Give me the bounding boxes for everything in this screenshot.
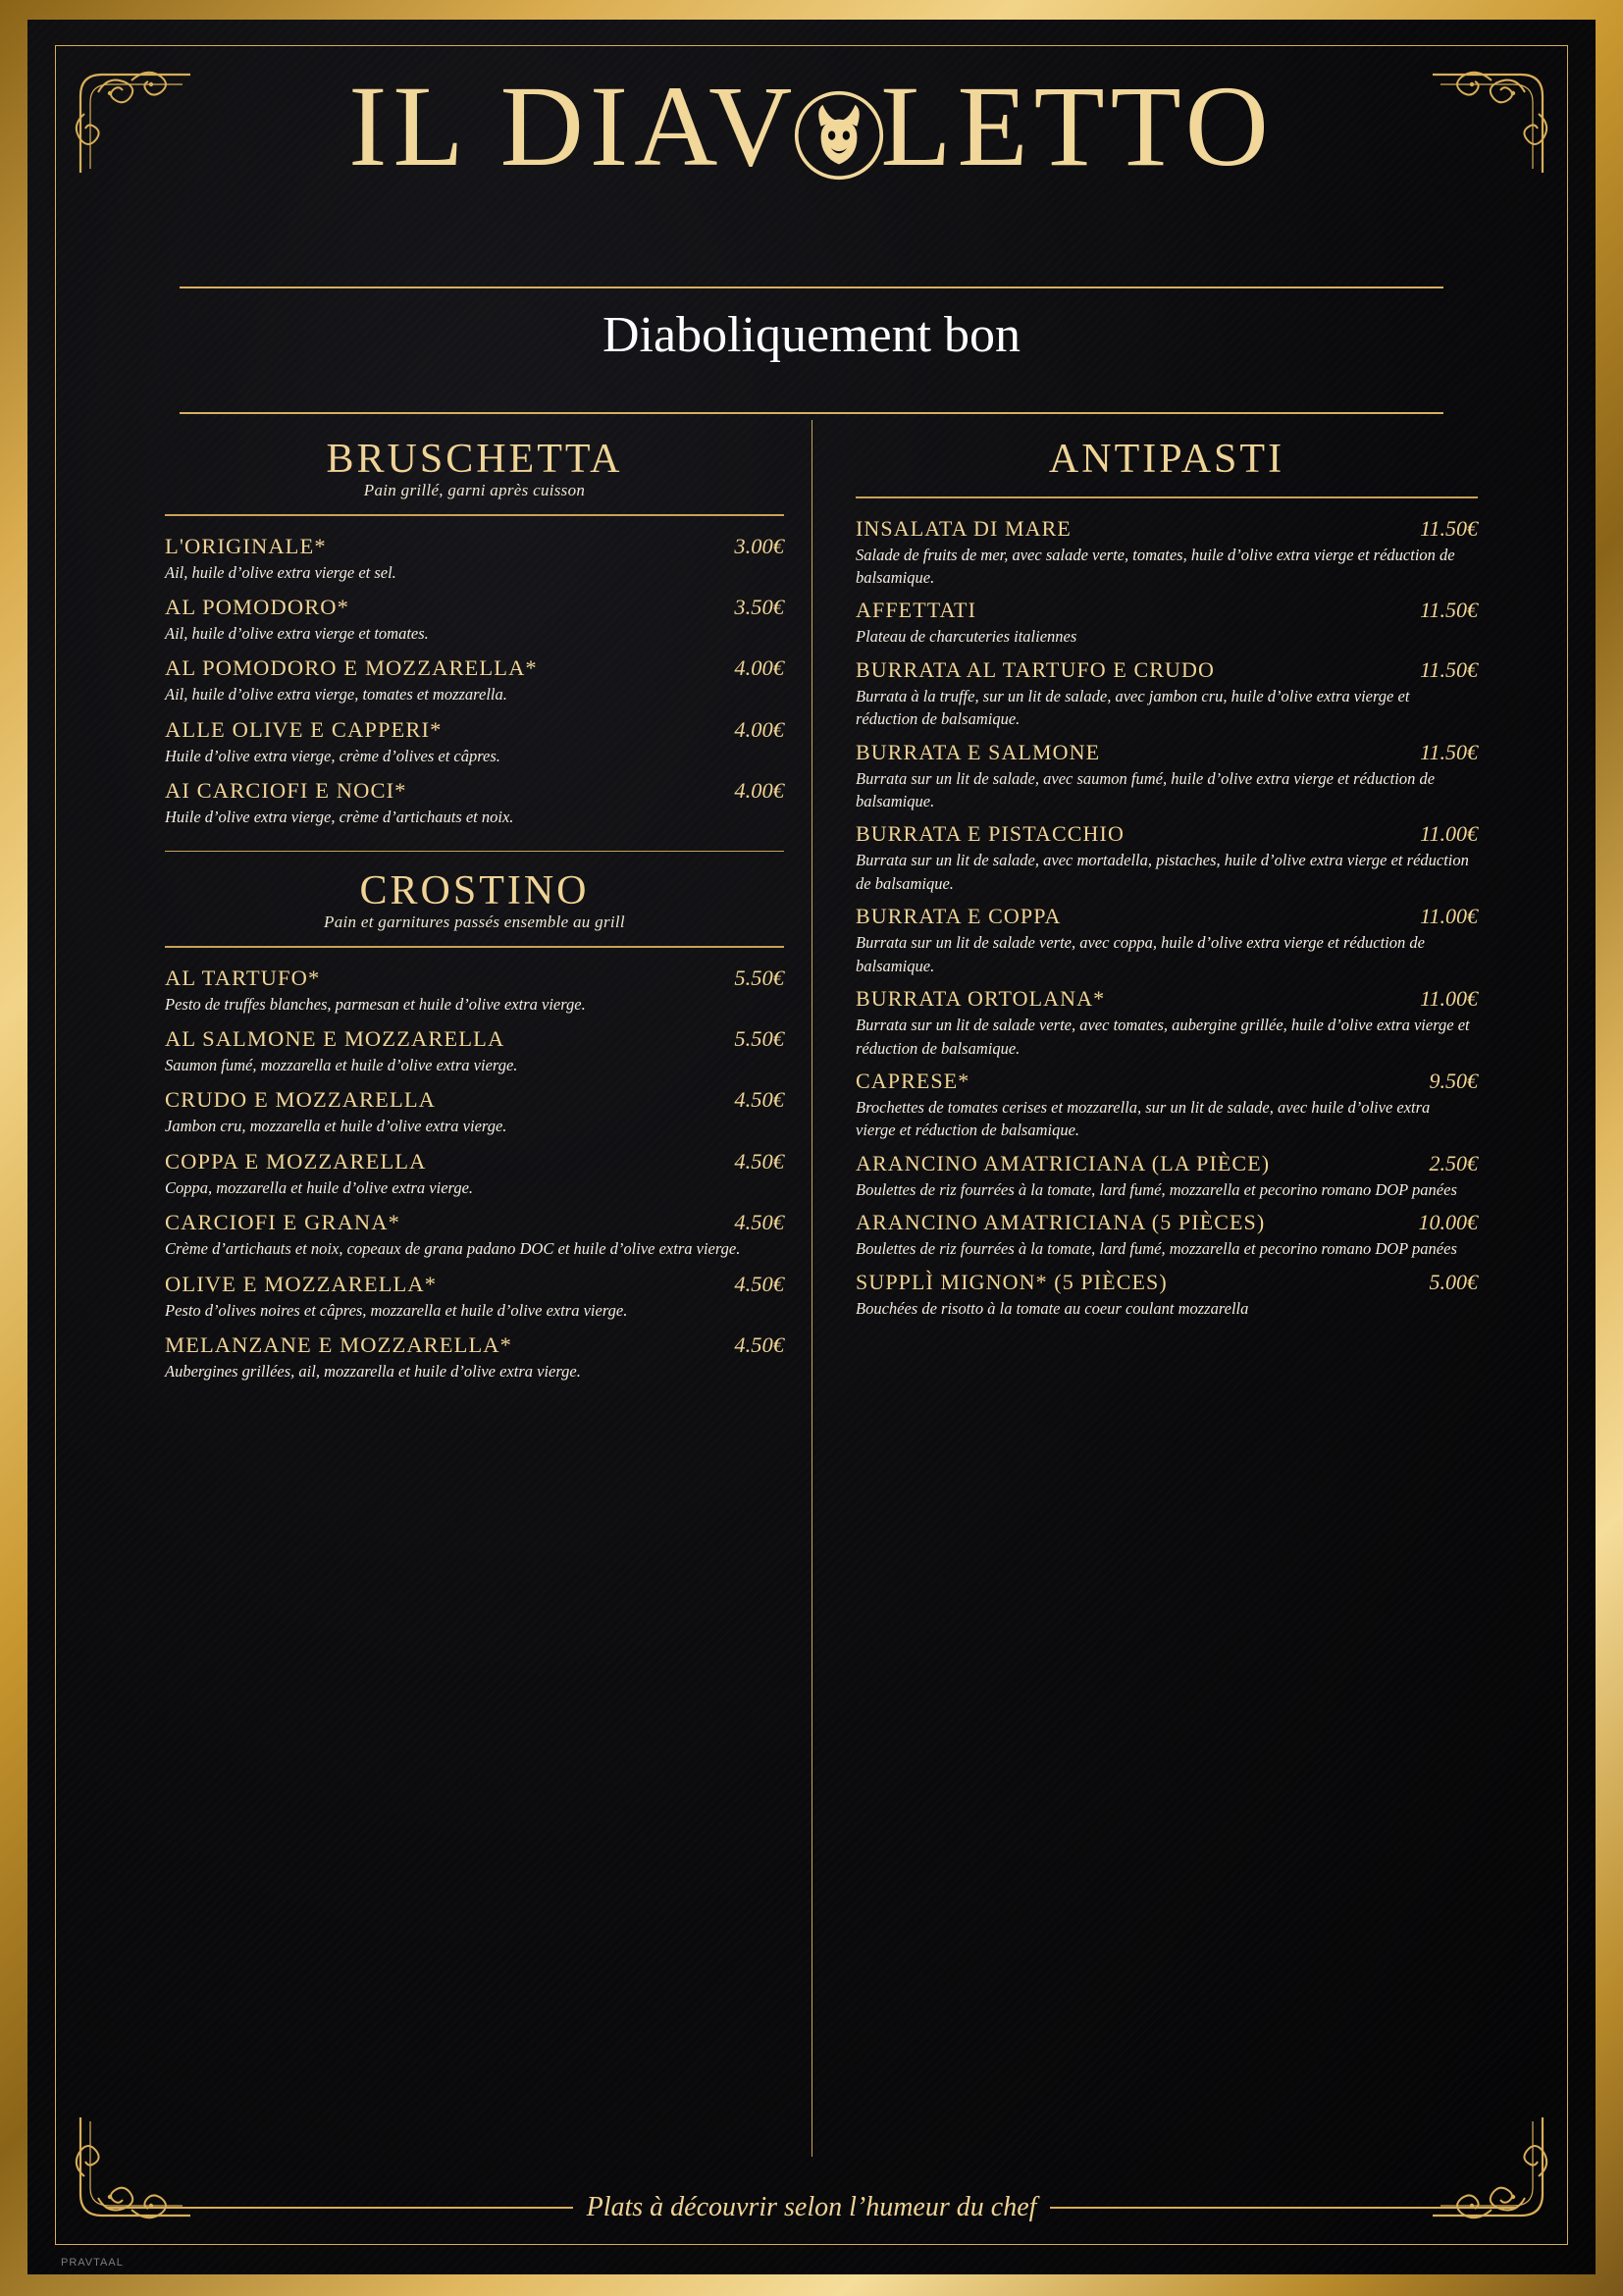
menu-item — [165, 1026, 784, 1076]
item-name: BURRATA E COPPA — [856, 904, 1062, 929]
section-title: CROSTINO — [359, 868, 590, 914]
footer-text: Plats à découvrir selon l’humeur du chef — [586, 2192, 1037, 2222]
watermark: PRAVTAAL — [61, 2257, 124, 2269]
menu-item — [856, 1210, 1478, 1260]
item-description: Ail, huile d’olive extra vierge, tomates et mozzarella. — [165, 685, 507, 704]
item-name: INSALATA DI MARE — [856, 515, 1072, 541]
item-description: Bouchées de risotto à la tomate au coeur coulant mozzarella — [856, 1298, 1249, 1318]
menu-item — [856, 821, 1478, 895]
section-items — [165, 965, 784, 1383]
item-name: AL TARTUFO* — [165, 965, 321, 990]
divider-top — [180, 287, 1443, 288]
item-name: AL POMODORO* — [165, 594, 350, 619]
section-title: ANTIPASTI — [1048, 437, 1285, 482]
item-name: MELANZANE E MOZZARELLA* — [165, 1332, 512, 1358]
section-items — [856, 516, 1478, 1321]
item-description: Ail, huile d’olive extra vierge et tomates. — [165, 623, 429, 643]
item-name: AL SALMONE E MOZZARELLA — [165, 1026, 505, 1052]
restaurant-title — [348, 62, 1275, 190]
menu-item — [165, 1272, 784, 1322]
menu-item — [165, 1149, 784, 1199]
menu-item — [856, 1270, 1478, 1320]
item-description: Ail, huile d’olive extra vierge et sel. — [165, 562, 396, 582]
item-price: 11.50€ — [1420, 598, 1478, 623]
item-price: 2.50€ — [1429, 1150, 1478, 1175]
item-price: 5.50€ — [734, 1026, 784, 1052]
item-description: Plateau de charcuteries italiennes — [856, 627, 1077, 647]
menu-item — [165, 1210, 784, 1260]
item-price: 11.50€ — [1420, 656, 1478, 682]
item-description: Brochettes de tomates cerises et mozzarella, sur un lit de salade, avec huile d’olive extra vierge et réduction de balsamique. — [856, 1097, 1431, 1140]
item-description: Boulettes de riz fourrées à la tomate, lard fumé, mozzarella et pecorino romano DOP panées — [856, 1179, 1457, 1199]
item-description: Salade de fruits de mer, avec salade verte, tomates, huile d’olive extra vierge et réduction de balsamique. — [856, 545, 1455, 587]
footer-line-right — [1050, 2207, 1517, 2209]
item-description: Burrata sur un lit de salade, avec mortadella, pistaches, huile d’olive extra vierge et réduction de balsamique. — [856, 851, 1469, 893]
item-name: AFFETTATI — [856, 598, 977, 623]
right-column — [812, 420, 1537, 2157]
menu-item — [856, 904, 1478, 977]
item-name: BURRATA ORTOLANA* — [856, 986, 1106, 1012]
footer-line-left — [106, 2207, 573, 2209]
item-description: Jambon cru, mozzarella et huile d’olive extra vierge. — [165, 1117, 507, 1136]
item-price: 11.50€ — [1420, 515, 1478, 541]
title-text-right: LETTO — [880, 62, 1275, 190]
menu-item — [165, 595, 784, 645]
section-divider — [856, 496, 1478, 498]
menu-item — [165, 778, 784, 828]
section-title: BRUSCHETTA — [326, 437, 623, 482]
title-text-left: IL DIAV — [348, 62, 799, 190]
item-description: Saumon fumé, mozzarella et huile d’olive extra vierge. — [165, 1056, 518, 1075]
devil-face-icon — [794, 90, 884, 181]
item-description: Pesto d’olives noires et câpres, mozzarella et huile d’olive extra vierge. — [165, 1300, 628, 1320]
section-subtitle: Pain grillé, garni après cuisson — [363, 481, 586, 499]
menu-subtitle: Diaboliquement bon — [602, 307, 1021, 363]
section-divider — [165, 946, 784, 948]
item-name: SUPPLÌ MIGNON* (5 PIÈCES) — [856, 1269, 1168, 1294]
item-price: 3.50€ — [734, 594, 784, 619]
item-price: 9.50€ — [1429, 1068, 1478, 1093]
item-name: BURRATA E PISTACCHIO — [856, 821, 1125, 847]
item-name: ARANCINO AMATRICIANA (5 PIÈCES) — [856, 1210, 1266, 1235]
menu-item — [856, 1069, 1478, 1142]
left-column — [86, 420, 812, 2157]
item-description: Boulettes de riz fourrées à la tomate, lard fumé, mozzarella et pecorino romano DOP panées — [856, 1239, 1457, 1259]
menu-item — [165, 965, 784, 1016]
section-items — [165, 534, 784, 829]
item-price: 3.00€ — [734, 533, 784, 558]
item-price: 11.00€ — [1420, 821, 1478, 847]
item-description: Coppa, mozzarella et huile d’olive extra vierge. — [165, 1177, 474, 1197]
section-divider — [165, 514, 784, 516]
menu-board — [27, 20, 1596, 2274]
item-name: CARCIOFI E GRANA* — [165, 1210, 400, 1235]
item-price: 4.00€ — [734, 716, 784, 742]
item-price: 4.50€ — [734, 1271, 784, 1296]
section-bruschetta — [165, 436, 784, 829]
item-price: 11.00€ — [1420, 986, 1478, 1012]
menu-item — [165, 717, 784, 767]
menu-item — [165, 1332, 784, 1383]
item-price: 4.50€ — [734, 1332, 784, 1358]
item-name: AL POMODORO E MOZZARELLA* — [165, 655, 538, 681]
footer — [106, 2192, 1517, 2223]
item-price: 5.00€ — [1429, 1269, 1478, 1294]
item-description: Huile d’olive extra vierge, crème d’olives et câpres. — [165, 746, 500, 765]
item-name: ARANCINO AMATRICIANA (LA PIÈCE) — [856, 1150, 1271, 1175]
item-description: Crème d’artichauts et noix, copeaux de grana padano DOC et huile d’olive extra vierge. — [165, 1239, 741, 1259]
item-description: Burrata à la truffe, sur un lit de salade, avec jambon cru, huile d’olive extra vierge et réduction de balsamique. — [856, 686, 1410, 729]
menu-item — [856, 657, 1478, 731]
item-name: BURRATA AL TARTUFO E CRUDO — [856, 656, 1216, 682]
item-description: Burrata sur un lit de salade, avec saumon fumé, huile d’olive extra vierge et réduction de balsamique. — [856, 768, 1436, 811]
section-divider — [165, 851, 784, 853]
section-crostino — [165, 851, 784, 1383]
menu-columns — [86, 420, 1537, 2157]
item-price: 4.50€ — [734, 1210, 784, 1235]
item-description: Burrata sur un lit de salade verte, avec coppa, huile d’olive extra vierge et réduction de balsamique. — [856, 933, 1425, 975]
item-name: COPPA E MOZZARELLA — [165, 1148, 427, 1174]
item-description: Aubergines grillées, ail, mozzarella et huile d’olive extra vierge. — [165, 1362, 581, 1382]
divider-middle — [180, 412, 1443, 414]
item-price: 10.00€ — [1418, 1210, 1478, 1235]
item-price: 11.50€ — [1420, 739, 1478, 764]
menu-item — [856, 598, 1478, 648]
menu-item — [856, 740, 1478, 813]
item-description: Pesto de truffes blanches, parmesan et huile d’olive extra vierge. — [165, 994, 586, 1014]
item-description: Burrata sur un lit de salade verte, avec tomates, aubergine grillée, huile d’olive extra vierge et réduction de balsamique. — [856, 1016, 1470, 1058]
menu-item — [856, 986, 1478, 1060]
section-antipasti — [856, 436, 1478, 1320]
menu-item — [165, 1087, 784, 1137]
item-name: BURRATA E SALMONE — [856, 739, 1101, 764]
item-name: CRUDO E MOZZARELLA — [165, 1087, 437, 1113]
item-price: 11.00€ — [1420, 904, 1478, 929]
item-price: 4.00€ — [734, 778, 784, 804]
menu-item — [165, 534, 784, 584]
item-price: 4.00€ — [734, 655, 784, 681]
item-name: ALLE OLIVE E CAPPERI* — [165, 716, 443, 742]
item-price: 5.50€ — [734, 965, 784, 990]
item-name: L'ORIGINALE* — [165, 533, 327, 558]
item-price: 4.50€ — [734, 1148, 784, 1174]
item-price: 4.50€ — [734, 1087, 784, 1113]
item-name: AI CARCIOFI E NOCI* — [165, 778, 407, 804]
menu-item — [856, 516, 1478, 590]
menu-item — [165, 655, 784, 705]
restaurant-title-wrap — [27, 62, 1596, 190]
menu-item — [856, 1151, 1478, 1201]
item-name: OLIVE E MOZZARELLA* — [165, 1271, 438, 1296]
item-name: CAPRESE* — [856, 1068, 970, 1093]
section-subtitle: Pain et garnitures passés ensemble au grill — [324, 913, 625, 932]
item-description: Huile d’olive extra vierge, crème d’artichauts et noix. — [165, 808, 514, 827]
